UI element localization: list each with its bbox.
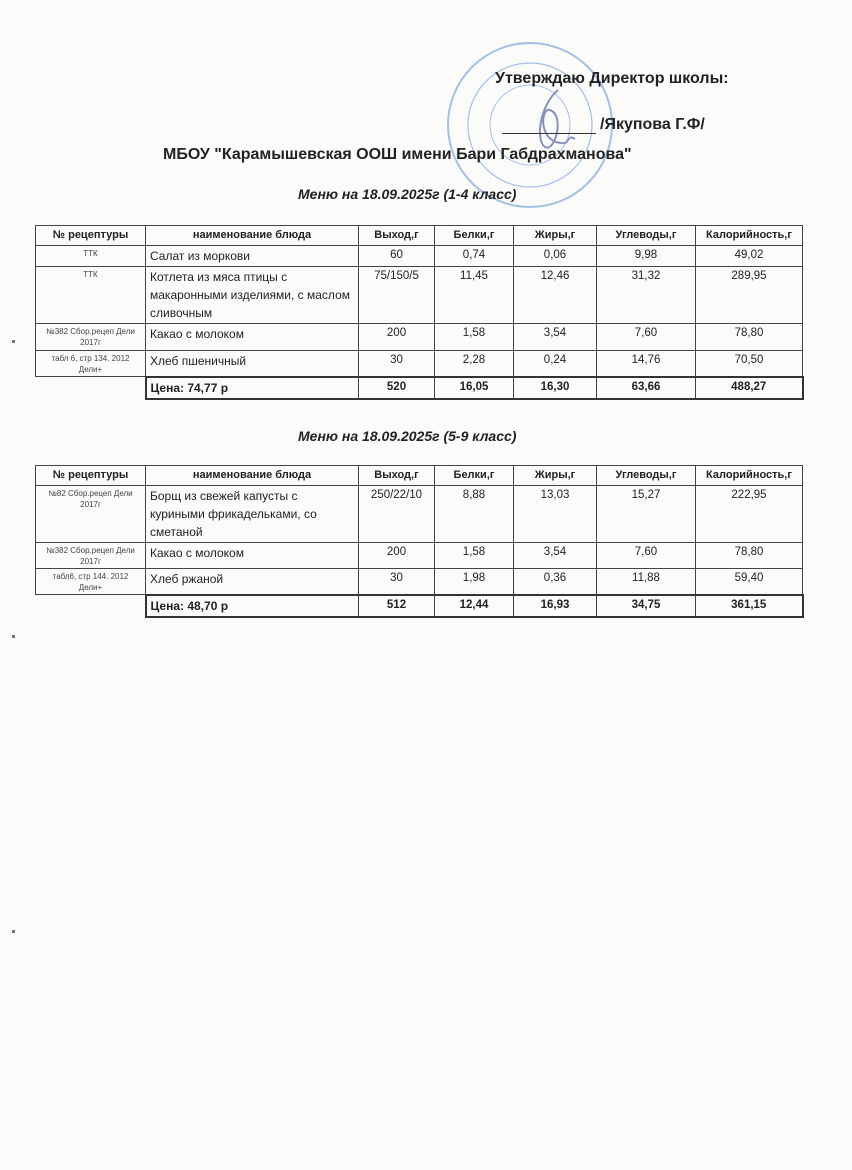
total-kcal-cell: 488,27 (696, 377, 803, 399)
total-yield-cell: 520 (359, 377, 435, 399)
dish-name-cell: Какао с молоком (146, 543, 359, 569)
fat-cell: 3,54 (514, 324, 597, 351)
header-row (36, 466, 803, 486)
total-kcal-cell: 361,15 (696, 595, 803, 617)
price-cell: Цена: 74,77 р (146, 377, 359, 399)
kcal-cell: 70,50 (696, 351, 803, 377)
column-header: Углеводы,г (597, 226, 696, 246)
total-carbs-cell: 63,66 (597, 377, 696, 399)
approval-text: Утверждаю Директор школы: (495, 70, 729, 87)
column-header: Калорийность,г (696, 226, 803, 246)
kcal-cell: 59,40 (696, 569, 803, 595)
fat-cell: 3,54 (514, 543, 597, 569)
recipe-code-cell: ТТК (36, 246, 146, 267)
fat-cell: 13,03 (514, 486, 597, 543)
protein-cell: 0,74 (435, 246, 514, 267)
carbs-cell: 31,32 (597, 267, 696, 324)
column-header: Углеводы,г (597, 466, 696, 486)
yield-cell: 30 (359, 569, 435, 595)
column-header: Белки,г (435, 226, 514, 246)
header-row (36, 226, 803, 246)
price-cell: Цена: 48,70 р (146, 595, 359, 617)
yield-cell: 200 (359, 543, 435, 569)
table-row (36, 324, 803, 351)
kcal-cell: 222,95 (696, 486, 803, 543)
column-header: № рецептуры (36, 226, 146, 246)
kcal-cell: 289,95 (696, 267, 803, 324)
protein-cell: 2,28 (435, 351, 514, 377)
total-protein-cell: 16,05 (435, 377, 514, 399)
table-row (36, 543, 803, 569)
dish-name-cell: Борщ из свежей капусты с куриными фрикадельками, со сметаной (146, 486, 359, 543)
scan-mark (12, 340, 15, 343)
column-header: наименование блюда (146, 226, 359, 246)
column-header: Жиры,г (514, 466, 597, 486)
carbs-cell: 11,88 (597, 569, 696, 595)
total-carbs-cell: 34,75 (597, 595, 696, 617)
scan-mark (12, 635, 15, 638)
carbs-cell: 7,60 (597, 543, 696, 569)
column-header: № рецептуры (36, 466, 146, 486)
kcal-cell: 78,80 (696, 543, 803, 569)
yield-cell: 200 (359, 324, 435, 351)
column-header: наименование блюда (146, 466, 359, 486)
recipe-code-cell: №82 Сбор.рецеп Дели 2017г (36, 486, 146, 543)
protein-cell: 1,58 (435, 543, 514, 569)
total-fat-cell: 16,30 (514, 377, 597, 399)
total-yield-cell: 512 (359, 595, 435, 617)
protein-cell: 1,98 (435, 569, 514, 595)
column-header: Белки,г (435, 466, 514, 486)
carbs-cell: 15,27 (597, 486, 696, 543)
fat-cell: 0,24 (514, 351, 597, 377)
table-row (36, 267, 803, 324)
dish-name-cell: Салат из моркови (146, 246, 359, 267)
table-row (36, 351, 803, 377)
scan-mark (12, 930, 15, 933)
dish-name-cell: Котлета из мяса птицы с макаронными изделиями, с маслом сливочным (146, 267, 359, 324)
column-header: Жиры,г (514, 226, 597, 246)
protein-cell: 8,88 (435, 486, 514, 543)
fat-cell: 0,36 (514, 569, 597, 595)
table-row (36, 486, 803, 543)
kcal-cell: 49,02 (696, 246, 803, 267)
carbs-cell: 14,76 (597, 351, 696, 377)
fat-cell: 0,06 (514, 246, 597, 267)
yield-cell: 75/150/5 (359, 267, 435, 324)
total-fat-cell: 16,93 (514, 595, 597, 617)
recipe-code-cell: табл6, стр 144. 2012 Дели+ (36, 569, 146, 595)
empty-cell (36, 377, 146, 399)
dish-name-cell: Хлеб ржаной (146, 569, 359, 595)
column-header: Выход,г (359, 226, 435, 246)
empty-cell (36, 595, 146, 617)
table-row (36, 569, 803, 595)
menu-table-1-4 (35, 225, 804, 400)
recipe-code-cell: №382 Сбор.рецеп Дели 2017г (36, 543, 146, 569)
yield-cell: 250/22/10 (359, 486, 435, 543)
signature-line (502, 116, 705, 134)
recipe-code-cell: табл 6, стр 134. 2012 Дели+ (36, 351, 146, 377)
carbs-cell: 9,98 (597, 246, 696, 267)
school-name: МБОУ "Карамышевская ООШ имени Бари Габдрахманова" (163, 146, 632, 163)
menu-title-5-9: Меню на 18.09.2025г (5-9 класс) (298, 428, 517, 444)
recipe-code-cell: №382 Сбор.рецеп Дели 2017г (36, 324, 146, 351)
protein-cell: 1,58 (435, 324, 514, 351)
total-row (36, 377, 803, 399)
signature-blank (502, 117, 596, 134)
dish-name-cell: Какао с молоком (146, 324, 359, 351)
total-row (36, 595, 803, 617)
column-header: Калорийность,г (696, 466, 803, 486)
dish-name-cell: Хлеб пшеничный (146, 351, 359, 377)
fat-cell: 12,46 (514, 267, 597, 324)
signatory-name: /Якупова Г.Ф/ (600, 116, 705, 133)
column-header: Выход,г (359, 466, 435, 486)
carbs-cell: 7,60 (597, 324, 696, 351)
yield-cell: 30 (359, 351, 435, 377)
kcal-cell: 78,80 (696, 324, 803, 351)
menu-title-1-4: Меню на 18.09.2025г (1-4 класс) (298, 186, 517, 202)
table-row (36, 246, 803, 267)
protein-cell: 11,45 (435, 267, 514, 324)
menu-table-5-9 (35, 465, 804, 618)
total-protein-cell: 12,44 (435, 595, 514, 617)
recipe-code-cell: ТТК (36, 267, 146, 324)
yield-cell: 60 (359, 246, 435, 267)
